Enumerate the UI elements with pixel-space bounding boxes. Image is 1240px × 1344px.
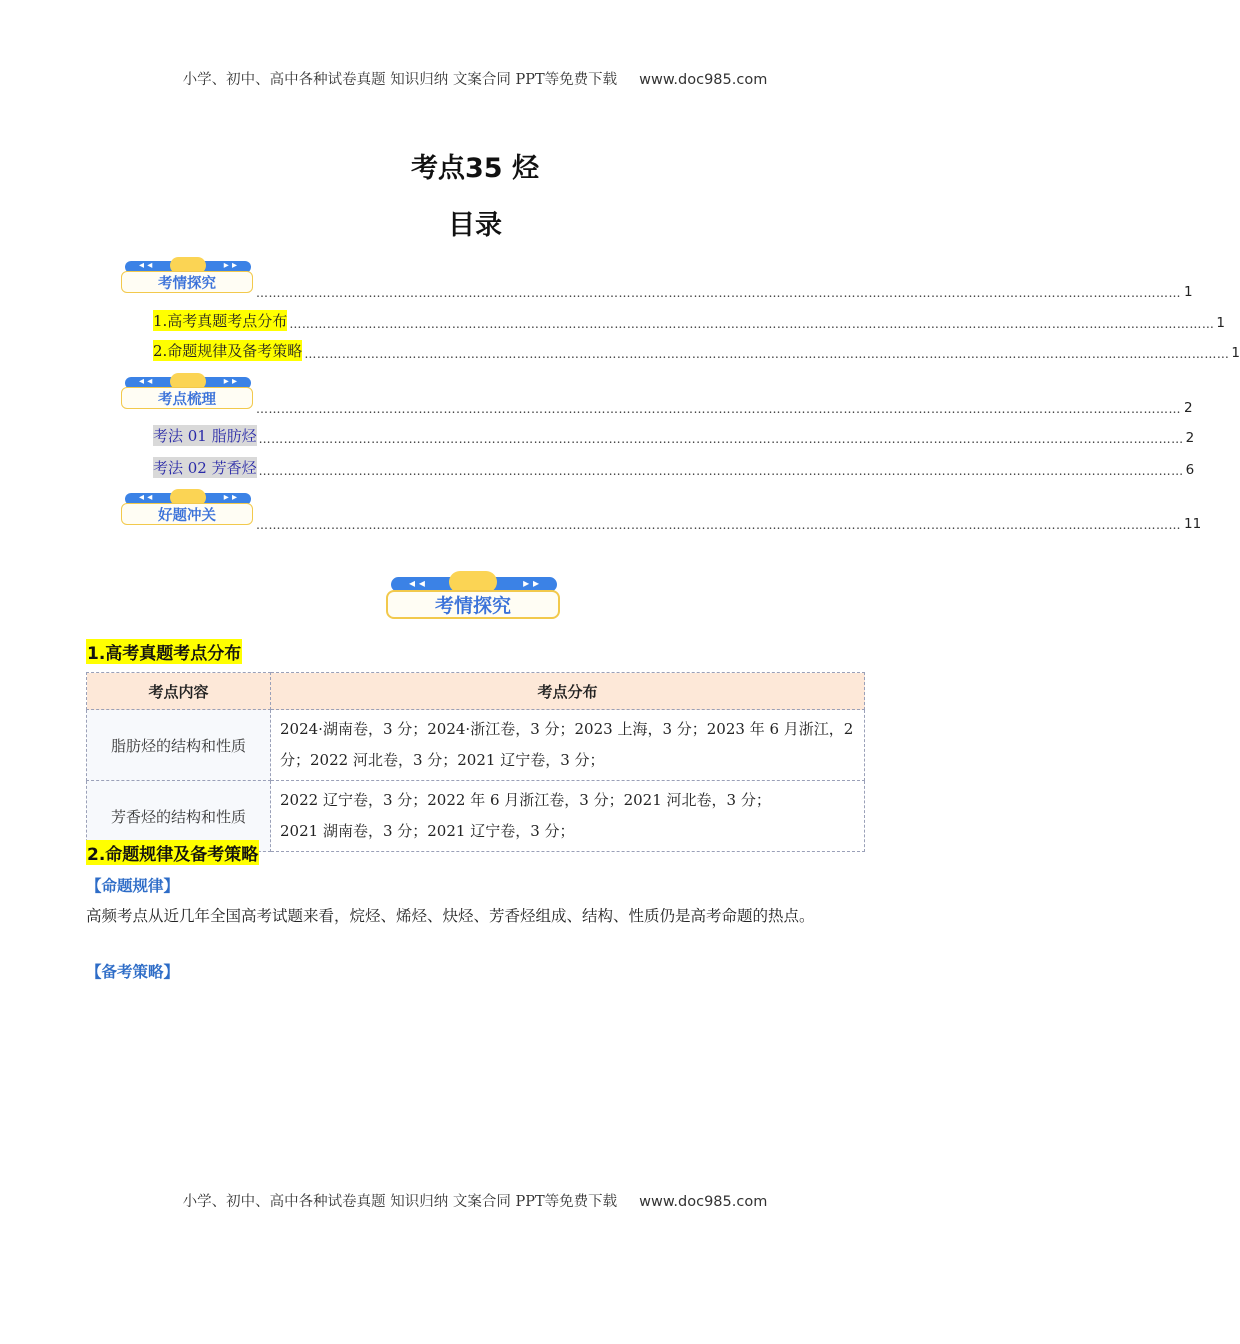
page-number: 1 xyxy=(1231,345,1240,361)
page-header xyxy=(0,68,950,89)
table-cell-topic: 芳香烃的结构和性质 xyxy=(87,781,271,852)
toc-item-label: 1.高考真题考点分布 xyxy=(153,312,288,330)
toc-badge-haoti[interactable] xyxy=(121,490,255,528)
page-number: 6 xyxy=(1185,462,1195,478)
badge-label: 考情探究 xyxy=(434,595,511,617)
toc-entry-item4[interactable] xyxy=(153,458,1195,478)
toc-entry-item3[interactable] xyxy=(153,426,1195,446)
toc-item-label: 2.命题规律及备考策略 xyxy=(153,342,303,360)
arrow-left-icon: ◂ ◂ xyxy=(409,576,425,590)
section1-heading: 1.高考真题考点分布 xyxy=(86,639,242,664)
badge-label: 考点梳理 xyxy=(158,392,216,408)
arrow-left-icon: ◂ ◂ xyxy=(139,376,153,387)
section2-heading: 2.命题规律及备考策略 xyxy=(86,840,259,865)
toc-title: 目录 xyxy=(448,210,502,241)
toc-entry-badge3[interactable] xyxy=(256,512,1202,532)
toc-item-label: 考法 02 芳香烃 xyxy=(153,459,257,477)
toc-entry-item1[interactable] xyxy=(153,311,1225,331)
page-footer xyxy=(0,1190,950,1211)
footer-text: 小学、初中、高中各种试卷真题 知识归纳 文案合同 PPT等免费下载 xyxy=(182,1194,618,1210)
rule-label: 【命题规律】 xyxy=(86,877,180,895)
toc-entry-item2[interactable] xyxy=(153,341,1240,361)
arrow-right-icon: ▸ ▸ xyxy=(223,260,237,271)
strategy-label: 【备考策略】 xyxy=(86,963,180,981)
leader-dots: …………………………………………………………………………………………………………………………………………………………………………………………………… xyxy=(304,347,1230,361)
section-badge-kaoqing xyxy=(386,573,562,621)
toc-item-label: 考法 01 脂肪烃 xyxy=(153,427,257,445)
page-number: 1 xyxy=(1216,315,1225,331)
header-text: 小学、初中、高中各种试卷真题 知识归纳 文案合同 PPT等免费下载 xyxy=(182,72,618,88)
table-header-row xyxy=(87,673,865,710)
page-title: 考点35 烃 xyxy=(411,153,539,184)
exam-distribution-table xyxy=(86,672,865,852)
badge-label: 好题冲关 xyxy=(158,508,216,524)
footer-url[interactable]: www.doc985.com xyxy=(639,1194,768,1210)
arrow-right-icon: ▸ ▸ xyxy=(223,376,237,387)
leader-dots: …………………………………………………………………………………………………………………………………………………………………………………………………… xyxy=(256,402,1181,416)
toc-badge-kaodian[interactable] xyxy=(121,374,255,412)
leader-dots: …………………………………………………………………………………………………………………………………………………………………………………………………… xyxy=(256,286,1181,300)
table-cell-dist xyxy=(271,781,865,852)
toc-badge-kaoqing[interactable] xyxy=(121,258,255,296)
leader-dots: …………………………………………………………………………………………………………………………………………………………………………………………………… xyxy=(258,432,1184,446)
leader-dots: …………………………………………………………………………………………………………………………………………………………………………………………………… xyxy=(256,518,1181,532)
dist-line: 2022 辽宁卷，3 分；2022 年 6 月浙江卷，3 分；2021 河北卷，3 分； xyxy=(280,791,771,809)
arrow-right-icon: ▸ ▸ xyxy=(523,576,539,590)
leader-dots: …………………………………………………………………………………………………………………………………………………………………………………………………… xyxy=(258,464,1184,478)
column-header: 考点分布 xyxy=(271,673,865,710)
dist-line: 2021 湖南卷，3 分；2021 辽宁卷，3 分； xyxy=(280,822,575,840)
column-header: 考点内容 xyxy=(87,673,271,710)
leader-dots: …………………………………………………………………………………………………………………………………………………………………………………………………… xyxy=(289,317,1215,331)
table-row xyxy=(87,710,865,781)
table-cell-dist: 2024·湖南卷，3 分；2024·浙江卷，3 分；2023 上海，3 分；2023 年 6 月浙江，2 分；2022 河北卷，3 分；2021 辽宁卷，3 分； xyxy=(271,710,865,781)
page-number: 2 xyxy=(1184,400,1193,416)
arrow-left-icon: ◂ ◂ xyxy=(139,260,153,271)
table-cell-topic: 脂肪烃的结构和性质 xyxy=(87,710,271,781)
arrow-left-icon: ◂ ◂ xyxy=(139,492,153,503)
toc-entry-badge1[interactable] xyxy=(256,280,1193,300)
arrow-right-icon: ▸ ▸ xyxy=(223,492,237,503)
toc-entry-badge2[interactable] xyxy=(256,396,1193,416)
header-url[interactable]: www.doc985.com xyxy=(639,72,768,88)
page-number: 1 xyxy=(1184,284,1193,300)
page-number: 2 xyxy=(1185,430,1195,446)
rule-text: 高频考点从近几年全国高考试题来看，烷烃、烯烃、炔烃、芳香烃组成、结构、性质仍是高考命题的热点。 xyxy=(86,907,815,925)
page-number: 11 xyxy=(1184,516,1202,532)
badge-label: 考情探究 xyxy=(158,276,216,292)
